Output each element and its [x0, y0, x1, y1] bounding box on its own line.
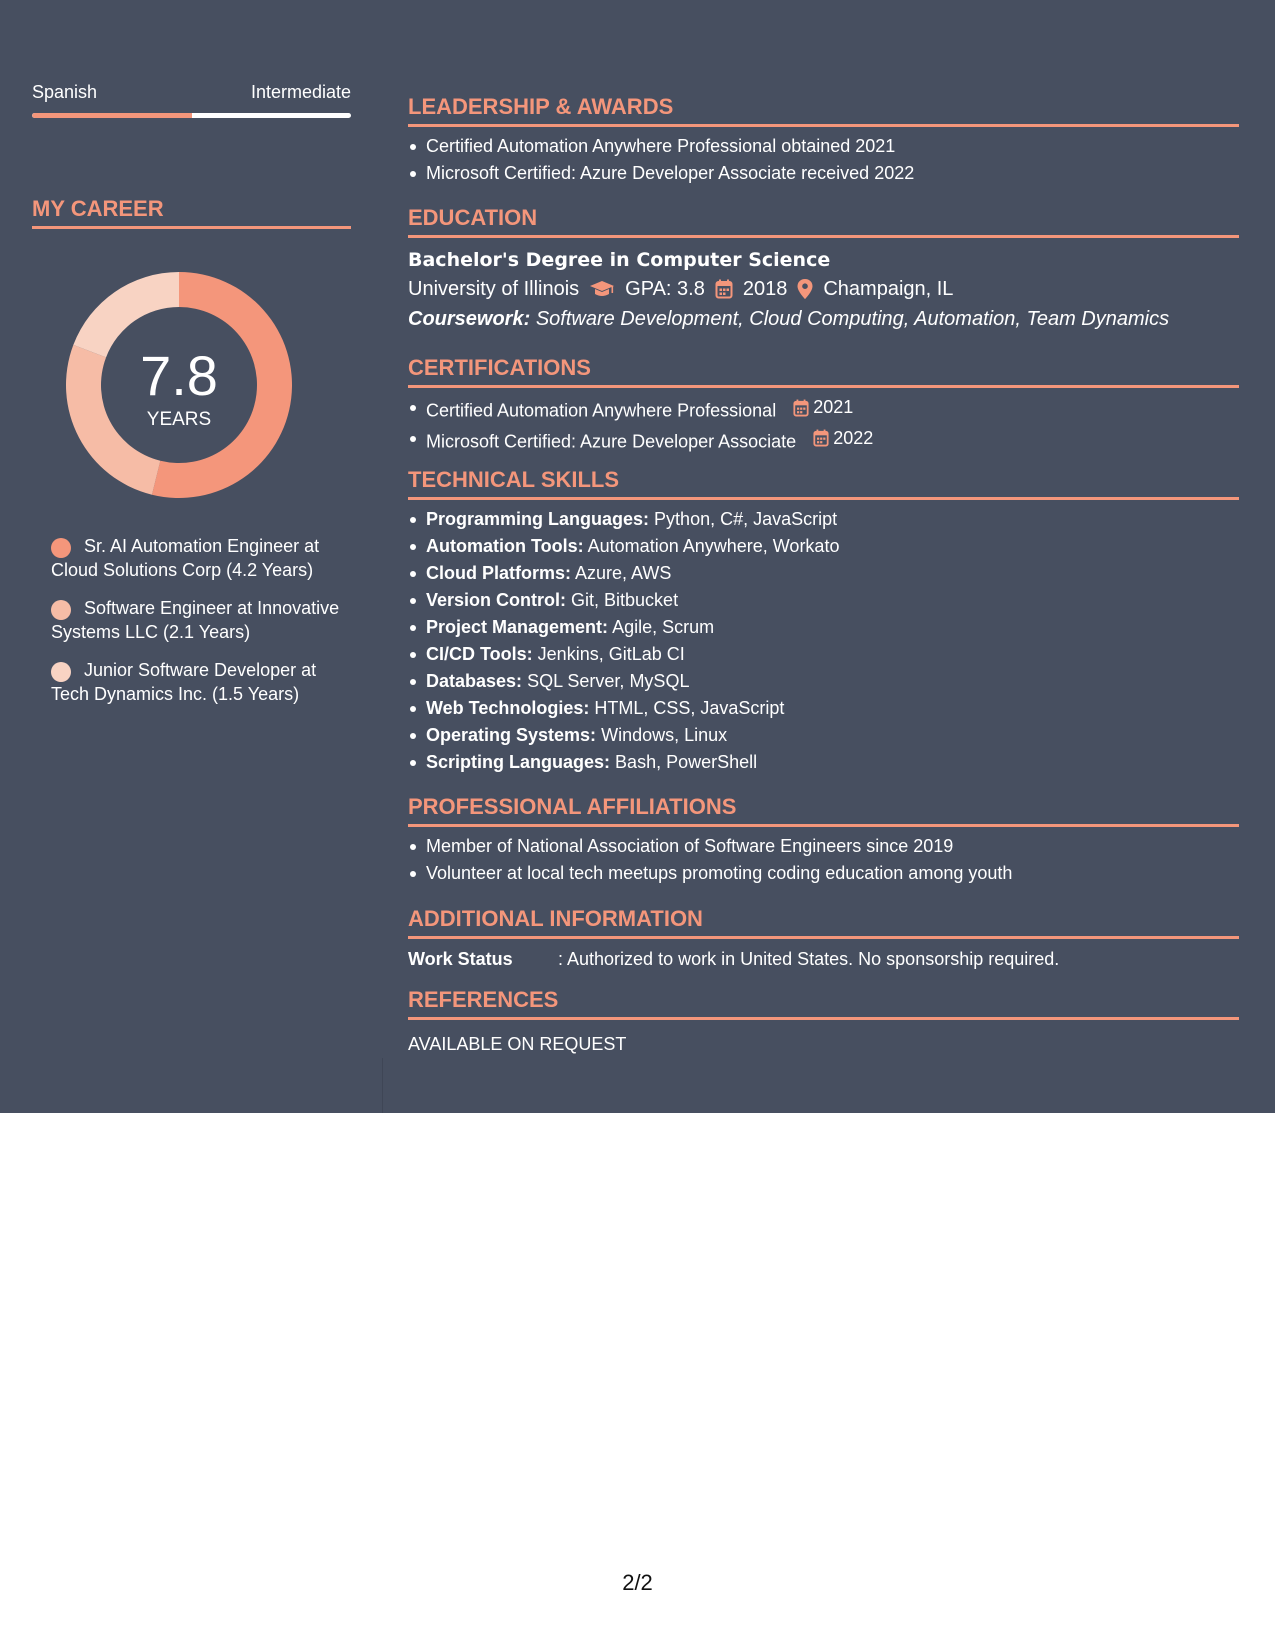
skill-label: Project Management:: [426, 617, 609, 637]
career-total-unit: YEARS: [146, 409, 212, 430]
list-item: [408, 506, 1239, 533]
language-row: [32, 82, 351, 103]
education-gpa: GPA: 3.8: [625, 278, 705, 300]
list-item: [408, 560, 1239, 587]
skill-value: Jenkins, GitLab CI: [537, 644, 685, 664]
career-legend-dot: [51, 662, 71, 682]
list-item: [408, 695, 1239, 722]
work-status-label: Work Status: [408, 949, 513, 969]
career-heading-rule: [32, 226, 351, 229]
certification-date: [813, 425, 873, 452]
skill-label: Databases:: [426, 671, 523, 691]
references-text: AVAILABLE ON REQUEST: [408, 1034, 627, 1054]
section-title: REFERENCES: [408, 987, 559, 1012]
certifications-list: [408, 394, 1239, 455]
language-proficiency-fill: [32, 113, 192, 118]
skill-value: HTML, CSS, JavaScript: [594, 698, 785, 718]
work-status-row: [408, 947, 1239, 971]
education-year: 2018: [742, 278, 788, 300]
section-title: TECHNICAL SKILLS: [408, 467, 620, 492]
list-item: [408, 614, 1239, 641]
coursework-text: Software Development, Cloud Computing, Automation, Team Dynamics: [535, 308, 1170, 330]
coursework-label: Coursework:: [408, 308, 531, 330]
education-school: University of Illinois: [408, 278, 580, 300]
map-pin-icon: [797, 279, 813, 299]
skill-label: Version Control:: [426, 590, 567, 610]
certifications-section: [408, 355, 1239, 455]
section-rule: [408, 1017, 1239, 1020]
section-rule: [408, 235, 1239, 238]
skill-value: Agile, Scrum: [612, 617, 715, 637]
leadership-section: [408, 94, 1239, 187]
education-section: [408, 205, 1239, 334]
list-item: [408, 722, 1239, 749]
skill-value: Automation Anywhere, Workato: [587, 536, 840, 556]
skill-value: Git, Bitbucket: [571, 590, 679, 610]
section-title: LEADERSHIP & AWARDS: [408, 94, 674, 119]
list-item: Member of National Association of Software Engineers since 2019: [408, 833, 1239, 860]
skill-value: SQL Server, MySQL: [527, 671, 690, 691]
references-section: [408, 987, 1239, 1056]
career-donut-chart: [66, 272, 292, 498]
list-item: [408, 394, 1239, 425]
section-title: EDUCATION: [408, 205, 538, 230]
work-status-value: : Authorized to work in United States. No sponsorship required.: [558, 949, 1060, 969]
list-item: [408, 668, 1239, 695]
language-level: Intermediate: [250, 82, 351, 102]
career-heading: MY CAREER: [32, 196, 164, 221]
certification-name: Microsoft Certified: Azure Developer Associate: [426, 431, 797, 451]
skill-label: Programming Languages:: [426, 509, 650, 529]
language-proficiency-bar: [32, 113, 351, 118]
certification-year: 2021: [813, 397, 854, 417]
career-item: [51, 658, 341, 706]
affiliations-list: [408, 833, 1239, 887]
calendar-icon: [813, 429, 829, 447]
calendar-icon: [793, 399, 809, 417]
certification-date: [793, 394, 853, 421]
education-location: Champaign, IL: [823, 278, 954, 300]
career-legend-dot: [51, 600, 71, 620]
skill-label: CI/CD Tools:: [426, 644, 533, 664]
section-rule: [408, 497, 1239, 500]
skill-label: Web Technologies:: [426, 698, 590, 718]
graduation-cap-icon: [589, 280, 615, 298]
section-rule: [408, 936, 1239, 939]
skill-value: Python, C#, JavaScript: [654, 509, 838, 529]
skill-label: Scripting Languages:: [426, 752, 611, 772]
skill-value: Windows, Linux: [601, 725, 728, 745]
column-divider: [382, 1058, 383, 1113]
skills-list: [408, 506, 1239, 776]
list-item: [408, 641, 1239, 668]
career-item-text: Software Engineer at Innovative Systems LLC (2.1 Years): [51, 598, 340, 642]
leadership-list: [408, 133, 1239, 187]
section-title: CERTIFICATIONS: [408, 355, 591, 380]
career-item-text: Sr. AI Automation Engineer at Cloud Solutions Corp (4.2 Years): [51, 536, 320, 580]
affiliations-section: [408, 794, 1239, 887]
skill-label: Automation Tools:: [426, 536, 584, 556]
list-item: Volunteer at local tech meetups promoting coding education among youth: [408, 860, 1239, 887]
list-item: [408, 533, 1239, 560]
education-degree: Bachelor's Degree in Computer Science: [408, 249, 831, 271]
career-item-text: Junior Software Developer at Tech Dynamics Inc. (1.5 Years): [51, 660, 317, 704]
section-title: PROFESSIONAL AFFILIATIONS: [408, 794, 737, 819]
list-item: [408, 587, 1239, 614]
section-rule: [408, 824, 1239, 827]
language-name: Spanish: [32, 82, 98, 102]
section-title: ADDITIONAL INFORMATION: [408, 906, 703, 931]
skill-label: Cloud Platforms:: [426, 563, 572, 583]
career-list: [51, 534, 341, 720]
career-item: [51, 596, 341, 644]
education-coursework: [408, 304, 1239, 334]
list-item: [408, 425, 1239, 456]
list-item: [408, 749, 1239, 776]
section-rule: [408, 124, 1239, 127]
list-item: Certified Automation Anywhere Professional obtained 2021: [408, 133, 1239, 160]
career-item: [51, 534, 341, 582]
certification-name: Certified Automation Anywhere Professional: [426, 400, 777, 421]
skills-section: [408, 467, 1239, 776]
career-legend-dot: [51, 538, 71, 558]
skill-label: Operating Systems:: [426, 725, 597, 745]
education-meta: [408, 274, 1239, 304]
skill-value: Azure, AWS: [575, 563, 672, 583]
skill-value: Bash, PowerShell: [615, 752, 758, 772]
career-total-value: 7.8: [140, 344, 218, 407]
page-number: 2/2: [622, 1570, 653, 1595]
additional-section: [408, 906, 1239, 971]
certification-year: 2022: [833, 427, 874, 448]
section-rule: [408, 385, 1239, 388]
list-item: Microsoft Certified: Azure Developer Associate received 2022: [408, 160, 1239, 187]
calendar-icon: [715, 279, 733, 299]
